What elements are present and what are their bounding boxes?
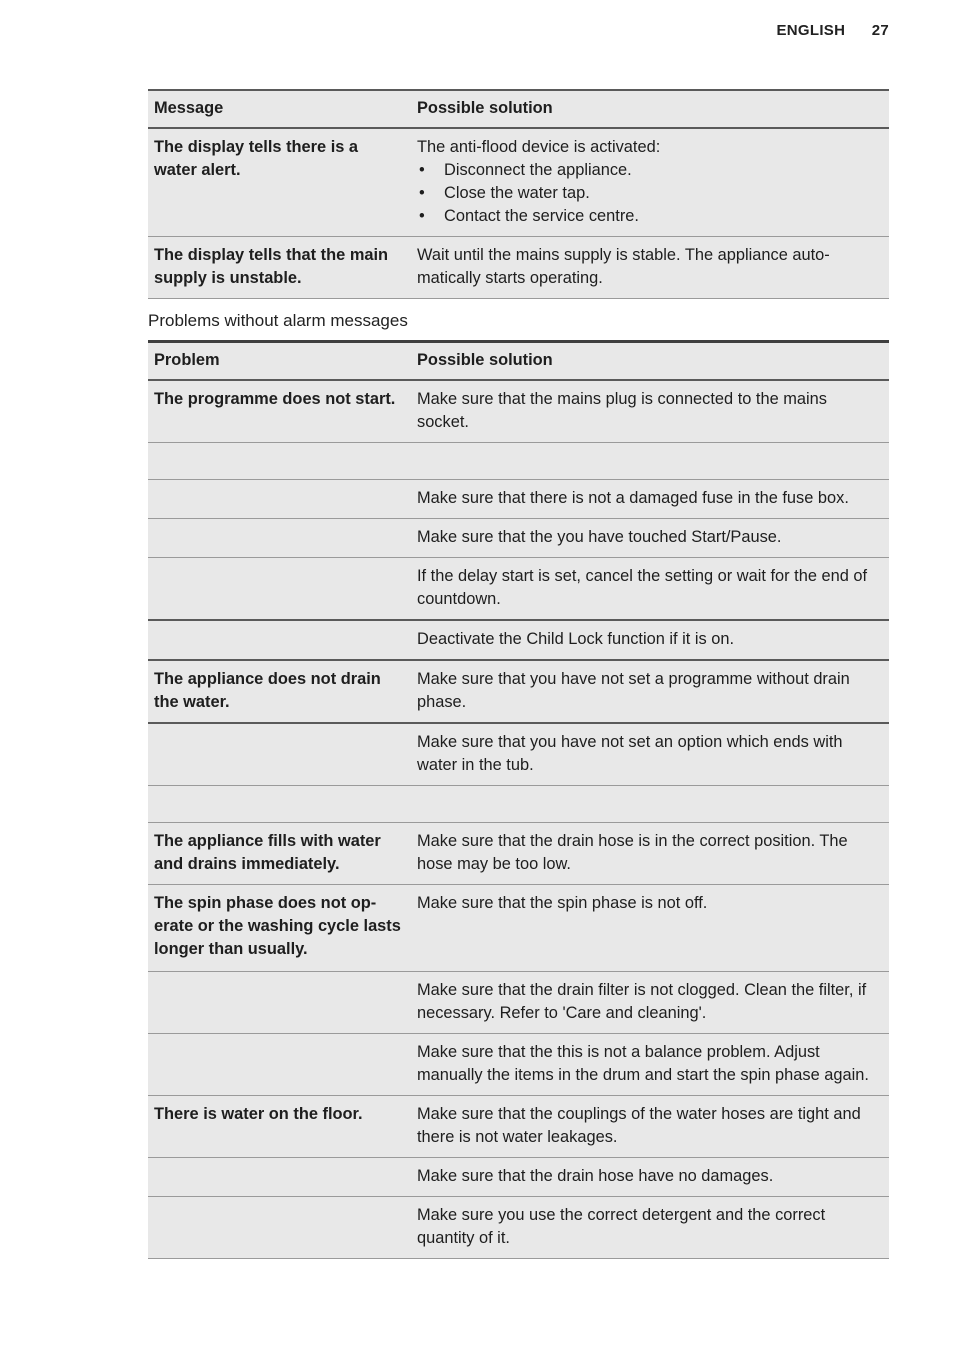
- problem-cell: [148, 443, 411, 480]
- solution-cell: Make sure that the drain filter is not clogged. Clean the filter, if necessary. Refer to 'Care and cleaning'.: [411, 972, 889, 1034]
- solution-cell: [411, 443, 889, 480]
- column-header-problem: Problem: [148, 342, 411, 381]
- problem-cell: [148, 1034, 411, 1096]
- page-number: 27: [871, 22, 889, 39]
- solution-cell: If the delay start is set, cancel the setting or wait for the end of countdown.: [411, 558, 889, 621]
- problem-cell: [148, 972, 411, 1034]
- table-row: [148, 786, 889, 823]
- column-header-message: Message: [148, 90, 411, 128]
- table-row: [148, 620, 889, 660]
- table-row: [148, 558, 889, 621]
- solution-cell: Make sure that the you have touched Start/Pause.: [411, 519, 889, 558]
- solution-cell: Make sure that you have not set a programme without drain phase.: [411, 660, 889, 723]
- problem-cell: The appliance fills with water and drains immediately.: [148, 823, 411, 885]
- table-row: [148, 885, 889, 972]
- language-label: ENGLISH: [776, 22, 846, 39]
- solution-cell: Make sure that you have not set an option which ends with water in the tub.: [411, 723, 889, 786]
- problem-cell: The programme does not start.: [148, 380, 411, 443]
- problem-cell: There is water on the floor.: [148, 1096, 411, 1158]
- problem-cell: [148, 1158, 411, 1197]
- list-item: • Close the water tap.: [417, 182, 883, 205]
- table-row: [148, 723, 889, 786]
- table-header-row: [148, 342, 889, 381]
- problem-cell: The appliance does not drain the water.: [148, 660, 411, 723]
- solution-cell: Make sure that the spin phase is not off.: [411, 885, 889, 972]
- solution-cell: Make sure that the this is not a balance problem. Adjust manually the items in the drum and start the spin phase again.: [411, 1034, 889, 1096]
- table-row: [148, 380, 889, 443]
- table-row: [148, 1034, 889, 1096]
- solution-cell: Make sure you use the correct detergent and the correct quantity of it.: [411, 1197, 889, 1259]
- column-header-solution: Possible solution: [411, 342, 889, 381]
- section-title: Problems without alarm messages: [148, 311, 408, 330]
- page-content: [148, 89, 889, 1259]
- table-row: [148, 519, 889, 558]
- table-row: [148, 972, 889, 1034]
- problem-cell: [148, 1197, 411, 1259]
- column-header-solution: Possible solution: [411, 90, 889, 128]
- solution-cell: Deactivate the Child Lock function if it is on.: [411, 620, 889, 660]
- solution-cell: Make sure that there is not a damaged fuse in the fuse box.: [411, 480, 889, 519]
- problem-cell: [148, 620, 411, 660]
- table-row: [148, 660, 889, 723]
- solution-cell: Wait until the mains supply is stable. The appliance auto-matically starts operating.: [411, 237, 889, 299]
- table-row: [148, 1197, 889, 1259]
- problem-cell: [148, 480, 411, 519]
- solution-bullet-list: [417, 159, 883, 228]
- problem-cell: [148, 519, 411, 558]
- page-header: [776, 22, 889, 39]
- problem-cell: [148, 786, 411, 823]
- table-row: [148, 128, 889, 237]
- table-row: [148, 443, 889, 480]
- problem-cell: [148, 558, 411, 621]
- problem-cell: [148, 723, 411, 786]
- solution-cell: [411, 786, 889, 823]
- message-cell: The display tells there is a water alert.: [148, 128, 411, 237]
- solution-cell: Make sure that the mains plug is connected to the mains socket.: [411, 380, 889, 443]
- solution-cell: Make sure that the drain hose is in the correct position. The hose may be too low.: [411, 823, 889, 885]
- message-table: [148, 89, 889, 299]
- problem-cell: The spin phase does not op-erate or the washing cycle lasts longer than usually.: [148, 885, 411, 972]
- table-row: [148, 1096, 889, 1158]
- table-row: [148, 480, 889, 519]
- solution-intro: The anti-flood device is activated:: [417, 138, 661, 156]
- table-row: [148, 823, 889, 885]
- table-row: [148, 1158, 889, 1197]
- table-header-row: [148, 90, 889, 128]
- problem-table: [148, 340, 889, 1259]
- list-item: • Contact the service centre.: [417, 205, 883, 228]
- message-cell: The display tells that the main supply is unstable.: [148, 237, 411, 299]
- solution-cell: Make sure that the couplings of the water hoses are tight and there is not water leakages.: [411, 1096, 889, 1158]
- list-item: • Disconnect the appliance.: [417, 159, 883, 182]
- solution-cell: [411, 128, 889, 237]
- solution-cell: Make sure that the drain hose have no damages.: [411, 1158, 889, 1197]
- table-row: [148, 237, 889, 299]
